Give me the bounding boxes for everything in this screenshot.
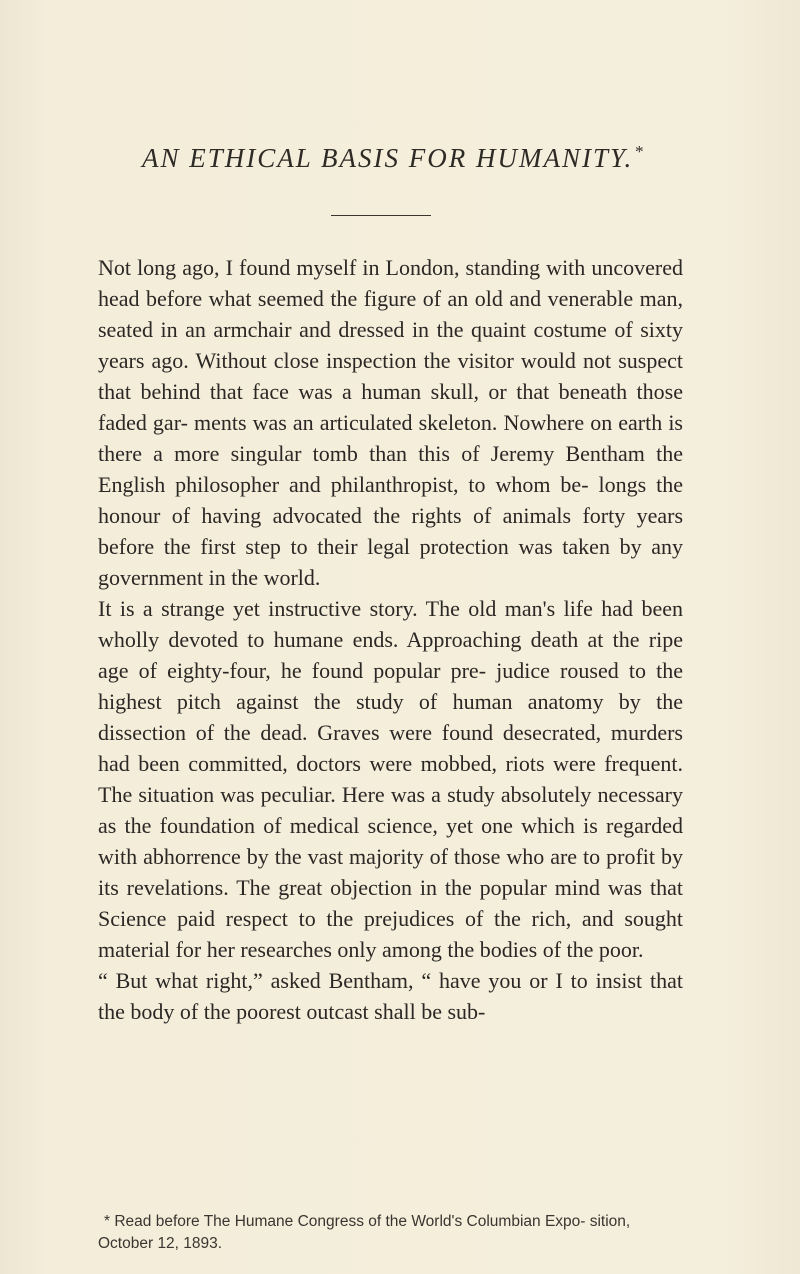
paragraph-2: It is a strange yet instructive story. The old man's life had been wholly devoted to humane ends. Approaching death at the ripe age of eighty-four, he found popular pre- judice roused to the highest pitch against the study of human anatomy by the dissection of the dead. Graves were found desecrated, murders had been committed, doctors were mobbed, riots were frequent. The situation was peculiar. Here was a study absolutely necessary as the foundation of medical science, yet one which is regarded with abhorrence by the vast majority of those who are to profit by its revelations. The great objection in the popular mind was that Science paid respect to the prejudices of the rich, and sought material for her researches only among the bodies of the poor. <box>98 596 683 962</box>
page-title <box>142 142 645 174</box>
title-footnote-mark: * <box>634 142 645 161</box>
footnote <box>98 1211 683 1255</box>
title-divider <box>331 215 431 216</box>
footnote-mark: * <box>104 1213 111 1230</box>
paragraph-1: Not long ago, I found myself in London, standing with uncovered head before what seemed the figure of an old and venerable man, seated in an armchair and dressed in the quaint costume of sixty years ago. Without close inspection the visitor would not suspect that behind that face was a human skull, or that beneath those faded gar- ments was an articulated skeleton. Nowhere on earth is there a more singular tomb than this of Jeremy Bentham the English philosopher and philanthropist, to whom be- longs the honour of having advocated the rights of animals forty years before the first step to their legal protection was taken by any government in the world. <box>98 255 683 590</box>
paragraph-3: “ But what right,” asked Bentham, “ have you or I to insist that the body of the poorest outcast shall be sub- <box>98 968 683 1024</box>
body-text <box>98 252 683 1027</box>
title-text: AN ETHICAL BASIS FOR HUMANITY. <box>142 143 634 173</box>
footnote-text: Read before The Humane Congress of the World's Columbian Expo- sition, October 12, 1893. <box>98 1213 631 1252</box>
